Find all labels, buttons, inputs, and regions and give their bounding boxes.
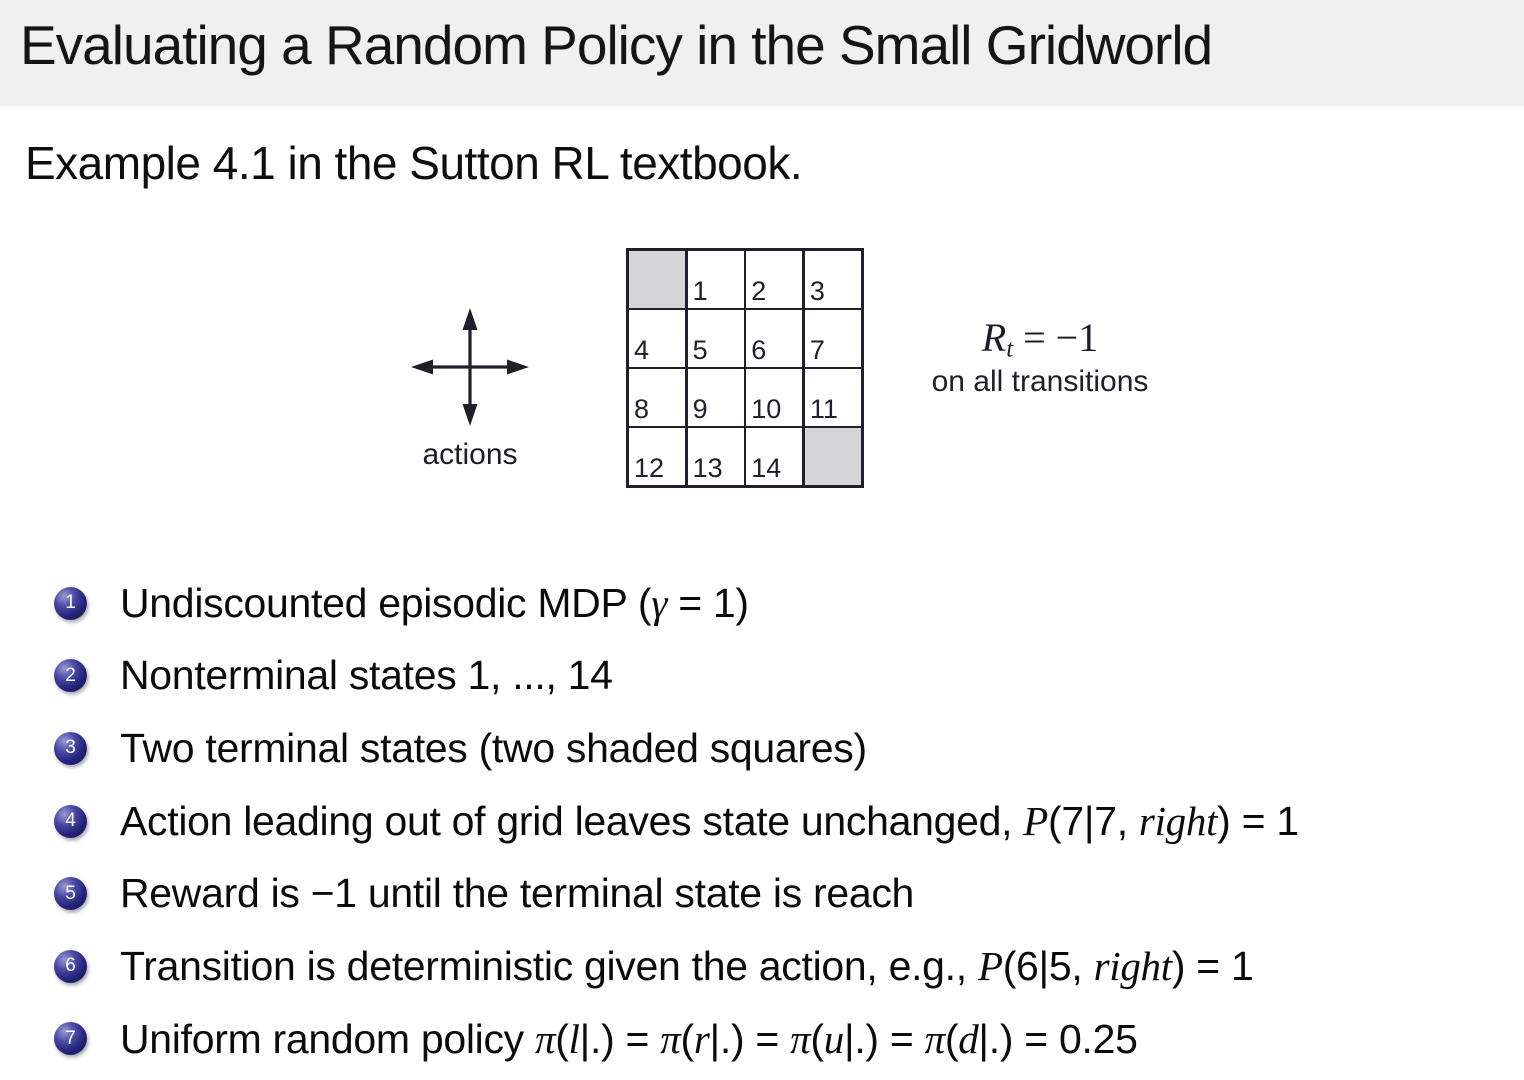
grid-cell: 5: [688, 310, 744, 367]
grid-cell: 3: [805, 251, 861, 308]
text-segment: (6|5,: [1002, 943, 1094, 990]
reward-annotation: [910, 316, 1170, 399]
text-segment: R: [981, 315, 1007, 360]
text-segment: |.) = 0.25: [978, 1015, 1138, 1062]
list-item: [54, 640, 1514, 713]
list-item: [54, 930, 1514, 1003]
text-segment: (: [810, 1015, 824, 1062]
text-segment: π: [790, 1015, 811, 1062]
list-bullet: 5: [54, 877, 87, 910]
grid-cell: 9: [688, 369, 744, 426]
text-segment: P: [977, 943, 1003, 990]
reward-caption: on all transitions: [931, 364, 1149, 398]
grid-cell-terminal: [805, 428, 861, 485]
list-item-text: [120, 579, 749, 627]
text-segment: Undiscounted episodic MDP (: [120, 580, 652, 627]
list-item: [54, 712, 1514, 785]
text-segment: Reward is −1 until the terminal state is reach: [120, 870, 915, 917]
title-bar: [0, 0, 1524, 106]
text-segment: Action leading out of grid leaves state unchanged,: [120, 798, 1024, 845]
grid-cell: 8: [629, 369, 685, 426]
text-segment: ) = 1: [1217, 798, 1299, 845]
text-segment: l: [568, 1015, 580, 1062]
text-segment: = −1: [1013, 315, 1099, 360]
grid-cell: 6: [746, 310, 802, 367]
text-segment: r: [693, 1015, 710, 1062]
text-segment: (: [944, 1015, 959, 1062]
grid-cell: 10: [746, 369, 802, 426]
text-segment: = 1): [667, 580, 749, 627]
actions-label: actions: [422, 438, 518, 471]
text-segment: u: [823, 1015, 844, 1062]
list-item-text: [120, 942, 1254, 990]
text-segment: Transition is deterministic given the action, e.g.,: [120, 943, 978, 990]
text-segment: Nonterminal states 1, ..., 14: [120, 652, 613, 699]
text-segment: right: [1138, 798, 1218, 845]
grid-cell: 11: [805, 369, 861, 426]
text-segment: (: [680, 1015, 694, 1062]
list-bullet: 4: [54, 805, 87, 838]
list-bullet: 1: [54, 587, 87, 620]
text-segment: (7|7,: [1048, 798, 1139, 845]
list-item: [54, 567, 1514, 640]
text-segment: P: [1023, 798, 1049, 845]
grid-cell: 14: [746, 428, 802, 485]
list-item-text: [120, 652, 613, 699]
text-segment: d: [958, 1015, 979, 1062]
list-bullet: 7: [54, 1022, 87, 1055]
actions-cross-icon: [398, 295, 542, 439]
text-segment: π: [660, 1015, 681, 1062]
list-item: [54, 785, 1514, 858]
text-segment: right: [1093, 943, 1172, 990]
text-segment: Two terminal states (two shaded squares): [120, 724, 867, 771]
grid-cell: 1: [688, 251, 744, 308]
slide-title: Evaluating a Random Policy in the Small Gridworld: [20, 14, 1213, 76]
list-bullet: 6: [54, 950, 87, 983]
list-bullet: 2: [54, 659, 87, 692]
reward-formula: [910, 316, 1170, 363]
text-segment: (: [555, 1015, 569, 1062]
text-segment: |.) =: [843, 1015, 925, 1062]
list-item-text: [120, 797, 1299, 845]
text-segment: Uniform random policy: [120, 1015, 535, 1062]
grid-cell: 4: [629, 310, 685, 367]
grid-cell: 13: [688, 428, 744, 485]
text-segment: |.) =: [709, 1015, 791, 1062]
grid-cell: 2: [746, 251, 802, 308]
list-item: [54, 857, 1514, 930]
grid-cell: 12: [629, 428, 685, 485]
list-item: [54, 1003, 1514, 1076]
text-segment: |.) =: [579, 1015, 661, 1062]
gridworld-grid: [626, 248, 864, 488]
grid-cell-terminal: [629, 251, 685, 308]
text-segment: t: [1006, 335, 1014, 363]
text-segment: π: [534, 1015, 556, 1062]
enumerated-list: [54, 567, 1514, 1075]
slide-subtitle: Example 4.1 in the Sutton RL textbook.: [25, 137, 803, 189]
grid-cell: 7: [805, 310, 861, 367]
list-item-text: [120, 1015, 1138, 1063]
text-segment: ) = 1: [1171, 943, 1254, 990]
list-item-text: [120, 870, 914, 917]
text-segment: π: [924, 1015, 945, 1062]
list-bullet: 3: [54, 732, 87, 765]
text-segment: γ: [651, 580, 668, 627]
list-item-text: [120, 725, 867, 772]
